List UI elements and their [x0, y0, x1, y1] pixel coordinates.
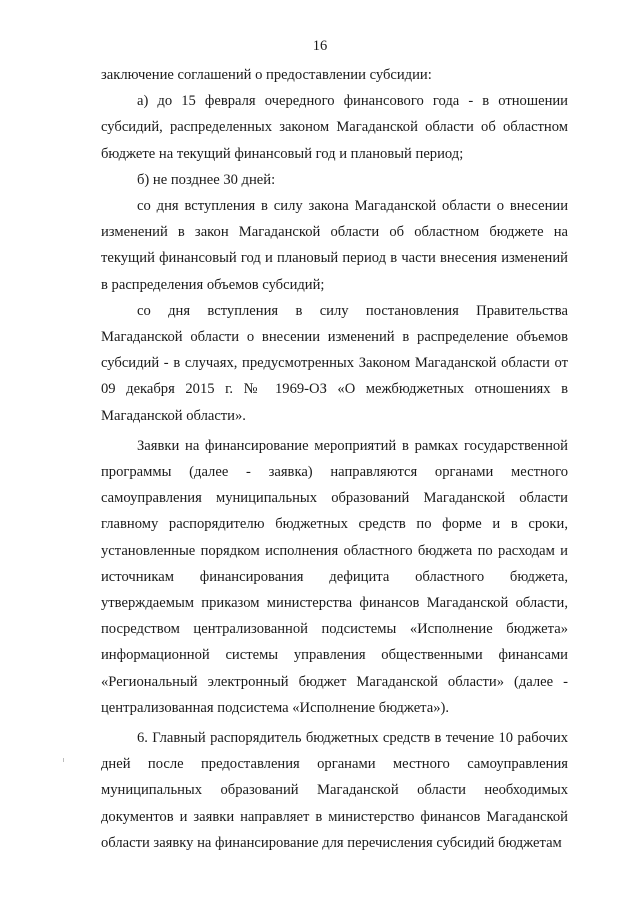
page-number: 16 — [312, 38, 328, 54]
paragraph-financing-requests: Заявки на финансирование мероприятий в рамках государственной программы (далее - заявка) направляются органами местного самоуправления муниципальных образований Магаданской области главному распорядителю бюджетных средств по форме и в сроки, установленные порядком исполнения областного бюджета по расходам и источникам финансирования дефицита областного бюджета, утверждаемым приказом министерства финансов Магаданской области, посредством централизованной подсистемы «Исполнение бюджета» информационной системы управления общественными финансами «Региональный электронный бюджет Магаданской области» (далее - централизованная подсистема «Исполнение бюджета»). — [101, 437, 568, 716]
paragraph-agreement-intro: заключение соглашений о предоставлении субсидии: — [101, 67, 432, 83]
paragraph-government-resolution: со дня вступления в силу постановления Правительства Магаданской области о внесении изменений в распределение объемов субсидий - в случаях, предусмотренных Законом Магаданской области от 09 декабря 2015 г. № 1969-ОЗ «О межбюджетных отношениях в Магаданской области». — [101, 302, 568, 424]
paragraph-item-b: б) не позднее 30 дней: — [137, 171, 276, 188]
margin-mark — [63, 758, 64, 762]
document-body — [101, 62, 568, 856]
paragraph-item-a: а) до 15 февраля очередного финансового года - в отношении субсидий, распределенных законом Магаданской области об областном бюджете на текущий финансовый год и плановый период; — [101, 93, 568, 162]
paragraph-law-amendment: со дня вступления в силу закона Магаданской области о внесении изменений в закон Магаданской области об областном бюджете на текущий финансовый год и плановый период в части внесения изменений в распределения объемов субсидий; — [101, 198, 568, 293]
paragraph-section-6: 6. Главный распорядитель бюджетных средств в течение 10 рабочих дней после предоставления органами местного самоуправления муниципальных образований Магаданской области необходимых документов и заявки направляет в министерство финансов Магаданской области заявку на финансирование для перечисления субсидий бюджетам — [101, 730, 568, 851]
